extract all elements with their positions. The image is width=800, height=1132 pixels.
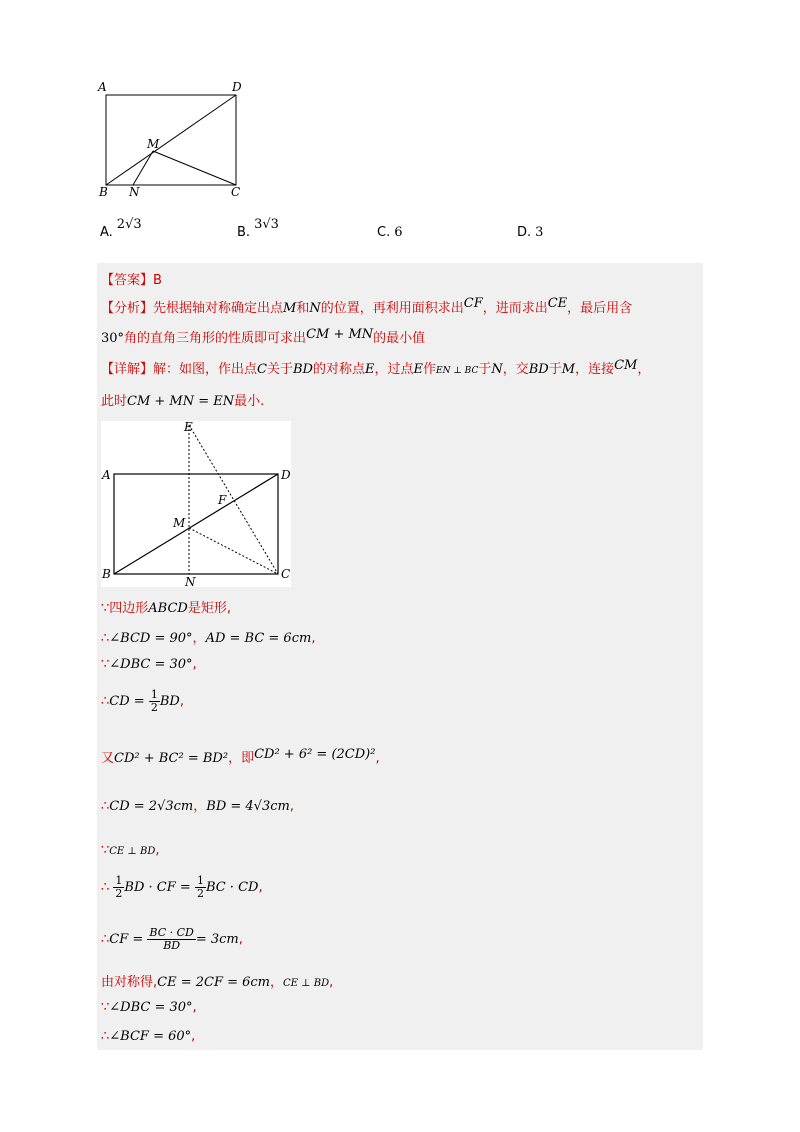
choice-c-letter: C. xyxy=(377,225,391,240)
analysis-text: 和 xyxy=(296,301,310,316)
step-6 xyxy=(101,795,294,814)
math: E xyxy=(413,362,424,377)
because-symbol: ∵ xyxy=(101,657,110,672)
math: EN ⊥ BC xyxy=(436,366,479,376)
fraction-cf xyxy=(147,927,195,952)
numerator: 1 xyxy=(150,688,158,701)
step-text: ， xyxy=(193,799,207,814)
because-symbol: ∵ xyxy=(101,1000,110,1015)
choice-a-value: 2√3 xyxy=(116,217,142,232)
math: CD = xyxy=(109,694,145,709)
analysis-line-2 xyxy=(101,327,425,346)
detail-text: ， xyxy=(637,362,651,377)
segment-mn xyxy=(133,151,153,185)
step-11 xyxy=(101,1000,197,1015)
label-b-2: B xyxy=(102,567,111,581)
math: CD = 2√3cm xyxy=(109,799,194,814)
step-2 xyxy=(101,627,315,646)
figure-rectangle-abcd xyxy=(95,78,255,198)
math: C xyxy=(257,362,267,377)
choice-b[interactable] xyxy=(237,217,279,240)
math: BC · CD xyxy=(205,880,259,895)
therefore-symbol: ∴ xyxy=(101,694,110,709)
math: BD = 4√3cm xyxy=(206,799,290,814)
step-8 xyxy=(101,875,263,900)
analysis-text: 的最小值 xyxy=(373,331,426,346)
choice-d[interactable] xyxy=(517,225,543,240)
denominator: BD xyxy=(163,939,181,952)
step-text: 由对称得, xyxy=(101,975,158,990)
math: CM + MN xyxy=(306,327,374,342)
answer-tag: 【答案】 xyxy=(101,273,154,288)
detail-text: 作 xyxy=(423,362,437,377)
label-m: M xyxy=(147,137,160,151)
label-f: F xyxy=(218,493,227,507)
segment-mc-2 xyxy=(189,528,278,574)
label-a-2: A xyxy=(102,468,111,482)
math: ∠BCD = 90° xyxy=(109,631,193,646)
answer-choices xyxy=(100,217,700,249)
detail-text: 解：如图，作出点 xyxy=(153,362,258,377)
analysis-text: 的位置，再利用面积求出 xyxy=(320,301,464,316)
step-text: , xyxy=(155,843,160,858)
answer-line xyxy=(101,269,162,288)
step-text: , xyxy=(192,657,197,672)
step-4 xyxy=(101,689,184,714)
choice-d-letter: D. xyxy=(517,225,532,240)
detail-line-1 xyxy=(101,358,650,377)
step-text: , xyxy=(192,1000,197,1015)
step-text: 是矩形, xyxy=(187,601,231,616)
step-text: , xyxy=(311,631,316,646)
math: CE xyxy=(547,296,568,311)
math: ∠DBC = 30° xyxy=(109,657,193,672)
choice-b-value: 3√3 xyxy=(254,217,279,232)
math: CM + MN = EN xyxy=(127,394,235,409)
choice-a-letter: A. xyxy=(100,225,113,240)
step-text: , xyxy=(179,694,184,709)
detail-text: 关于 xyxy=(266,362,293,377)
label-c: C xyxy=(231,185,241,198)
segment-ec xyxy=(189,425,278,574)
analysis-text: 先根据轴对称确定出点 xyxy=(153,301,284,316)
detail-text: ，交 xyxy=(502,362,529,377)
math: N xyxy=(309,301,321,316)
math: CE = 2CF = 6cm xyxy=(157,975,271,990)
detail-text: 最小. xyxy=(234,394,265,409)
math: CE ⊥ BD xyxy=(283,978,330,989)
denominator: 2 xyxy=(150,701,158,714)
math: CF = xyxy=(109,932,144,947)
math: 30° xyxy=(101,331,125,346)
math: ∠BCF = 60° xyxy=(109,1029,192,1044)
label-c-2: C xyxy=(281,567,291,581)
step-text: , xyxy=(238,932,243,947)
numerator: 1 xyxy=(115,874,123,887)
diagonal-bd xyxy=(106,95,236,185)
math: BD xyxy=(159,694,180,709)
numerator: 1 xyxy=(196,874,204,887)
math: N xyxy=(491,362,503,377)
label-b: B xyxy=(99,185,108,198)
step-text: , xyxy=(258,880,263,895)
fraction-half xyxy=(149,689,160,714)
math: ∠DBC = 30° xyxy=(109,1000,193,1015)
choice-c-value: 6 xyxy=(394,225,403,240)
therefore-symbol: ∴ xyxy=(101,932,110,947)
therefore-symbol: ∴ xyxy=(101,880,110,895)
step-text: , xyxy=(375,751,380,766)
step-9 xyxy=(101,927,243,952)
math: BD xyxy=(528,362,549,377)
step-text: ，即 xyxy=(228,751,255,766)
math: CE ⊥ BD xyxy=(109,846,156,857)
math: CM xyxy=(614,358,638,373)
analysis-text: ，最后用含 xyxy=(567,301,633,316)
detail-text: ，连接 xyxy=(575,362,615,377)
step-text: , xyxy=(191,1029,196,1044)
detail-tag: 【详解】 xyxy=(101,362,154,377)
detail-line-2 xyxy=(101,390,264,409)
numerator: BC · CD xyxy=(149,926,194,939)
because-symbol: ∵ xyxy=(101,843,110,858)
step-text: 又 xyxy=(101,751,115,766)
fraction-half-1 xyxy=(113,875,124,900)
fraction-half-2 xyxy=(195,875,206,900)
solution-panel xyxy=(97,263,703,1050)
choice-b-letter: B. xyxy=(237,225,251,240)
analysis-line-1 xyxy=(101,297,632,316)
step-text: ∵四边形 xyxy=(101,601,149,616)
step-7 xyxy=(101,843,160,858)
denominator: 2 xyxy=(196,887,204,900)
step-12 xyxy=(101,1029,195,1044)
detail-text: 的对称点 xyxy=(312,362,365,377)
step-10 xyxy=(101,971,333,990)
math: M xyxy=(561,362,576,377)
detail-text: 此时 xyxy=(101,394,128,409)
math: CD² + BC² = BD² xyxy=(114,751,229,766)
detail-text: 于 xyxy=(548,362,562,377)
answer-value: B xyxy=(153,273,162,288)
math: = 3cm xyxy=(195,932,239,947)
therefore-symbol: ∴ xyxy=(101,1029,110,1044)
step-5 xyxy=(101,747,380,766)
step-1 xyxy=(101,597,231,616)
label-n-2: N xyxy=(185,575,196,587)
choice-c[interactable] xyxy=(377,225,403,240)
analysis-text: ，进而求出 xyxy=(482,301,548,316)
analysis-tag: 【分析】 xyxy=(101,301,154,316)
math: M xyxy=(283,301,297,316)
choice-a[interactable] xyxy=(100,217,142,240)
math: CF xyxy=(463,296,483,311)
denominator: 2 xyxy=(115,887,123,900)
therefore-symbol: ∴ xyxy=(101,631,110,646)
therefore-symbol: ∴ xyxy=(101,799,110,814)
label-m-2: M xyxy=(173,516,186,530)
segment-mc xyxy=(153,151,236,185)
math: CD² + 6² = (2CD)² xyxy=(254,747,376,762)
math: E xyxy=(365,362,375,377)
math: AD = BC = 6cm xyxy=(205,631,312,646)
math: BD xyxy=(293,362,313,377)
figure-reflection xyxy=(101,421,291,587)
label-e: E xyxy=(184,421,193,434)
label-a: A xyxy=(98,80,107,94)
detail-text: ，过点 xyxy=(374,362,414,377)
label-d: D xyxy=(232,80,242,94)
math: BD · CF = xyxy=(124,880,191,895)
step-text: , xyxy=(329,975,334,990)
label-d-2: D xyxy=(281,468,291,482)
analysis-text: 角的直角三角形的性质即可求出 xyxy=(124,331,307,346)
step-3 xyxy=(101,657,197,672)
label-n: N xyxy=(129,185,140,198)
step-text: ， xyxy=(270,975,284,990)
diagonal-bd-2 xyxy=(114,474,278,574)
math: ABCD xyxy=(148,601,188,616)
choice-d-value: 3 xyxy=(535,225,544,240)
step-text: ， xyxy=(192,631,206,646)
detail-text: 于 xyxy=(478,362,492,377)
step-text: , xyxy=(289,799,294,814)
